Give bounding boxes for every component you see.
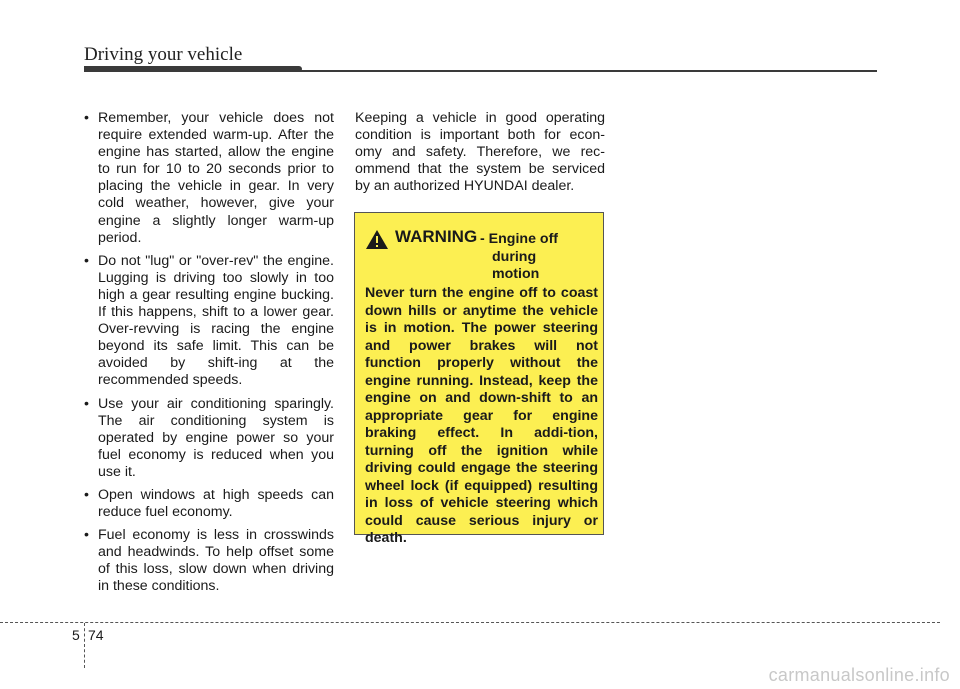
list-item-text: Fuel economy is less in crosswinds and headwinds. To help offset some of this loss, slow down when driving in these conditions. xyxy=(98,527,334,595)
warning-subtitle xyxy=(480,231,590,284)
body-paragraph: Keeping a vehicle in good operating condition is important both for econ-omy and safety. Therefore, we rec-ommend that the system be serviced by an authorized HYUNDAI dealer. xyxy=(355,110,605,195)
list-item-text: Open windows at high speeds can reduce fuel economy. xyxy=(98,486,334,521)
warning-body: Never turn the engine off to coast down hills or anytime the vehicle is in motion. The power steering and power brakes will not function properly without the engine running. Instead, keep the engine on and down-shift to an appropriate gear for engine braking effect. In addi-tion, turning off the ignition while driving could engage the steering wheel lock (if equipped) resulting in loss of vehicle steering which could cause serious injury or death. xyxy=(365,285,598,546)
bullet-marker: • xyxy=(84,486,89,503)
chapter-number: 5 xyxy=(72,627,80,643)
warning-subtitle-line: - Engine off xyxy=(480,231,559,247)
list-item xyxy=(82,110,334,247)
bullet-marker: • xyxy=(84,110,89,126)
warning-box xyxy=(354,212,604,546)
right-column xyxy=(355,110,605,195)
list-item xyxy=(82,253,334,390)
page-number: 74 xyxy=(88,627,104,643)
left-column xyxy=(82,110,334,602)
warning-subtitle-line: during xyxy=(492,248,537,265)
bullet-marker: • xyxy=(84,395,89,412)
warning-subtitle-line: motion xyxy=(492,266,540,282)
header-rule xyxy=(84,70,877,72)
footer-divider xyxy=(84,623,85,668)
list-item-text: Do not "lug" or "over-rev" the engine. Lugging is driving too slowly in too high a gear resulting engine bucking. If this happens, shift to a lower gear. Over-revving is racing the engine beyond its safe limit. This can be avoided by shift-ing at the recommended speeds. xyxy=(98,252,334,389)
watermark: carmanualsonline.info xyxy=(768,665,950,685)
footer-rule xyxy=(0,622,940,623)
bullet-marker: • xyxy=(84,252,89,269)
warning-label: WARNING xyxy=(395,227,478,246)
list-item-text: Remember, your vehicle does not require extended warm-up. After the engine has started, allow the engine to run for 10 to 20 seconds prior to placing the vehicle in gear. In very cold weather, however, give your engine a slightly longer warm-up period. xyxy=(98,110,334,246)
list-item xyxy=(82,487,334,521)
bullet-marker: • xyxy=(84,527,89,544)
page-section-title: Driving your vehicle xyxy=(84,44,243,65)
list-item xyxy=(82,396,334,481)
list-item-text: Use your air conditioning sparingly. The air conditioning system is operated by engine power so your fuel economy is reduced when you use it. xyxy=(98,395,334,480)
list-item xyxy=(82,527,334,595)
warning-triangle-icon xyxy=(365,229,389,250)
warning-header xyxy=(365,225,600,291)
